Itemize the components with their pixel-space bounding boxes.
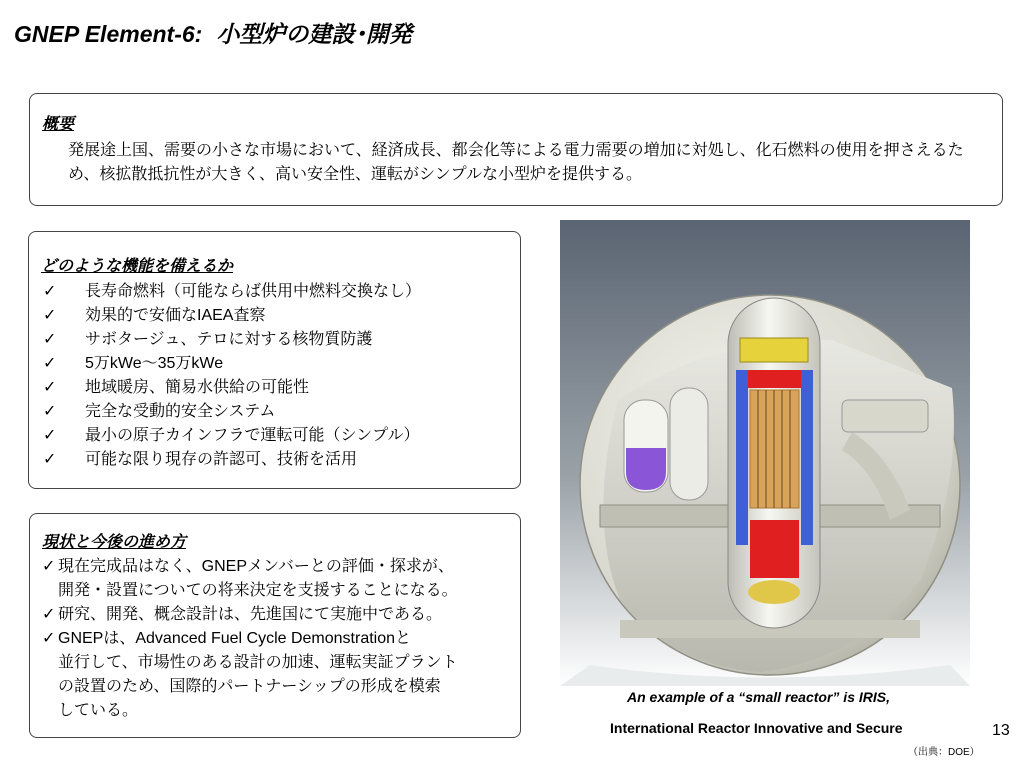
list-item-text: 研究、開発、概念設計は、先進国にて実施中である。 [58,606,443,623]
list-item-text: 5万kWe～35万kWe [85,355,224,372]
status-heading: 現状と今後の進め方 [42,534,187,551]
checkmark-icon: ✓ [43,427,57,444]
vessel-head [740,338,808,362]
list-item-text: 最小の原子カインフラで運転可能（シンプル） [85,427,420,444]
list-item-text: GNEPは、Advanced Fuel Cycle Demonstrationと 並行して、市場性のある設計の加速、運転実証プラント の設置のため、国際的パートナーシップの形成を模索 している。 [58,630,458,719]
list-item [42,555,512,603]
list-item [41,352,510,376]
list-item [41,328,510,352]
features-heading: どのような機能を備えるか [41,258,234,275]
checkmark-icon: ✓ [43,355,57,372]
checkmark-icon: ✓ [43,379,57,396]
status-box [29,513,521,738]
list-item-text: 可能な限り現存の許認可、技術を活用 [85,451,358,468]
features-box [28,231,521,489]
list-item-text: 現在完成品はなく、GNEPメンバーとの評価・探求が、 開発・設置についての将来決定を支援することになる。 [58,558,458,599]
features-list [41,280,510,472]
list-item-text: 長寿命燃料（可能ならば供用中燃料交換なし） [85,283,422,300]
checkmark-icon: ✓ [43,331,57,348]
checkmark-icon: ✓ [42,558,56,575]
reactor-illustration [560,220,970,686]
list-item [41,376,510,400]
checkmark-icon: ✓ [43,307,57,324]
list-item-text: 地域暖房、簡易水供給の可能性 [85,379,310,396]
overview-body: 発展途上国、需要の小さな市場において、経済成長、都会化等による電力需要の増加に対処し、化石燃料の使用を押さえるため、核拡散抵抗性が大きく、高い安全性、運転がシンプルな小型炉を提供する。 [68,142,964,183]
checkmark-icon: ✓ [43,451,57,468]
title-en: GNEP Element-6: [14,21,203,47]
list-item [41,424,510,448]
slide-title [14,16,412,49]
lower-core-red [750,520,799,578]
title-jp: 小型炉の建設･開発 [216,21,412,47]
right-tank [670,388,708,500]
overview-box [29,93,1003,206]
overview-heading: 概要 [42,116,75,133]
checkmark-icon: ✓ [43,403,57,420]
cover-slab [842,400,928,432]
upper-core-red [748,370,801,388]
list-item-text: 完全な受動的安全システム [85,403,276,420]
vessel-bottom [748,580,800,604]
list-item [41,448,510,472]
figure-caption-line1: An example of a “small reactor” is IRIS, [627,689,890,705]
checkmark-icon: ✓ [42,630,56,647]
left-tank-fluid [626,448,666,490]
source-note: （出典：DOE） [908,747,980,758]
list-item [41,280,510,304]
list-item-text: 効果的で安価なIAEA査察 [85,307,266,324]
blue-wall-left [736,370,748,545]
checkmark-icon: ✓ [42,606,56,623]
figure-caption-line2: International Reactor Innovative and Secure [610,720,903,736]
page-number: 13 [992,722,1010,739]
list-item [42,627,512,723]
checkmark-icon: ✓ [43,283,57,300]
list-item [42,603,512,627]
list-item-text: サボタージュ、テロに対する核物質防護 [85,331,373,348]
list-item [41,304,510,328]
list-item [41,400,510,424]
status-list [42,555,512,723]
blue-wall-right [801,370,813,545]
